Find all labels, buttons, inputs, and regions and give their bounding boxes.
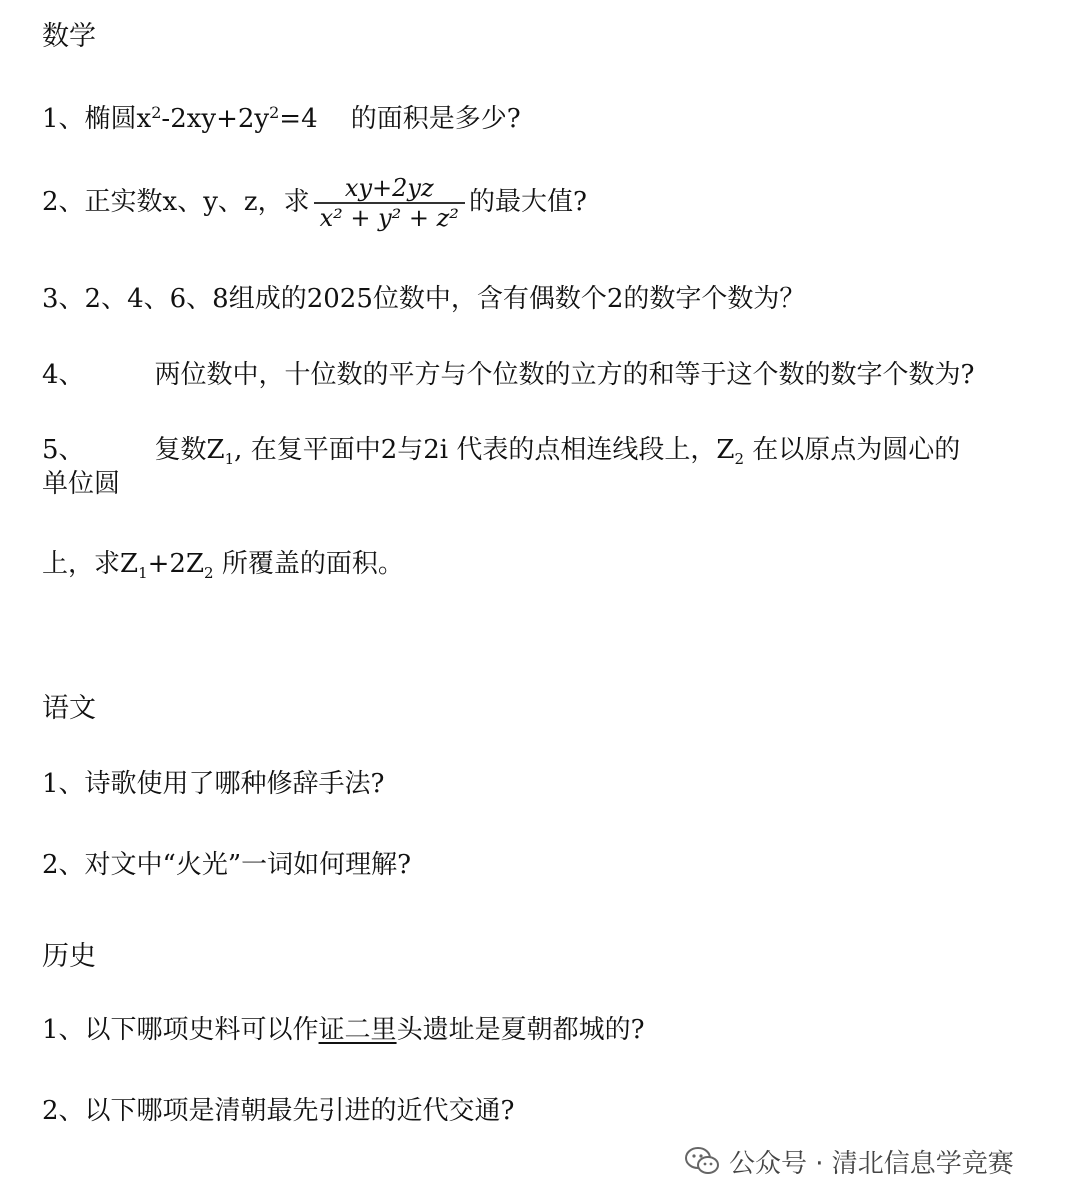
watermark	[683, 1141, 1014, 1181]
history-question-1: 1、以下哪项史料可以作证二里头遗址是夏朝都城的?	[42, 1015, 645, 1045]
math-question-2: 2、正实数x、y、z，求 $\frac{xy+2yz}{\text{x² + y² + z²}}$ 的最大值?	[42, 174, 587, 232]
math-question-1: 1、椭圆$x^2-2xy+2y^2=4$ 的面积是多少?	[42, 103, 521, 134]
section-title-chinese: 语文	[42, 693, 96, 724]
chinese-question-2: 2、对文中“火光”一词如何理解?	[42, 850, 412, 880]
math-question-4: 4、 两位数中，十位数的平方与个位数的立方的和等于这个数的数字个数为?	[42, 360, 975, 390]
fraction-numerator: xy+2yz	[314, 174, 465, 204]
section-title-history: 历史	[42, 941, 96, 972]
chinese-question-1: 1、诗歌使用了哪种修辞手法?	[42, 769, 385, 799]
fraction-denominator: x² + y² + z²	[319, 204, 459, 232]
wechat-icon	[683, 1146, 721, 1176]
history-question-2: 2、以下哪项是清朝最先引进的近代交通?	[42, 1096, 515, 1126]
math-question-5: 5、 复数$Z_1$, 在复平面中2与2i 代表的点相连线段上，$Z_2$ 在以原点为圆心的	[42, 435, 961, 468]
math-question-3: 3、2、4、6、8组成的2025位数中，含有偶数个2的数字个数为？	[42, 284, 806, 314]
section-title-math: 数学	[42, 21, 96, 52]
fraction-expression	[314, 174, 465, 232]
watermark-text: 公众号 · 清北信息学竞赛	[729, 1148, 1014, 1179]
math-question-5-cont-2: 上，求$Z_1+2Z_2$ 所覆盖的面积。	[42, 549, 404, 582]
math-question-5-cont-1: 单位圆	[42, 469, 121, 499]
